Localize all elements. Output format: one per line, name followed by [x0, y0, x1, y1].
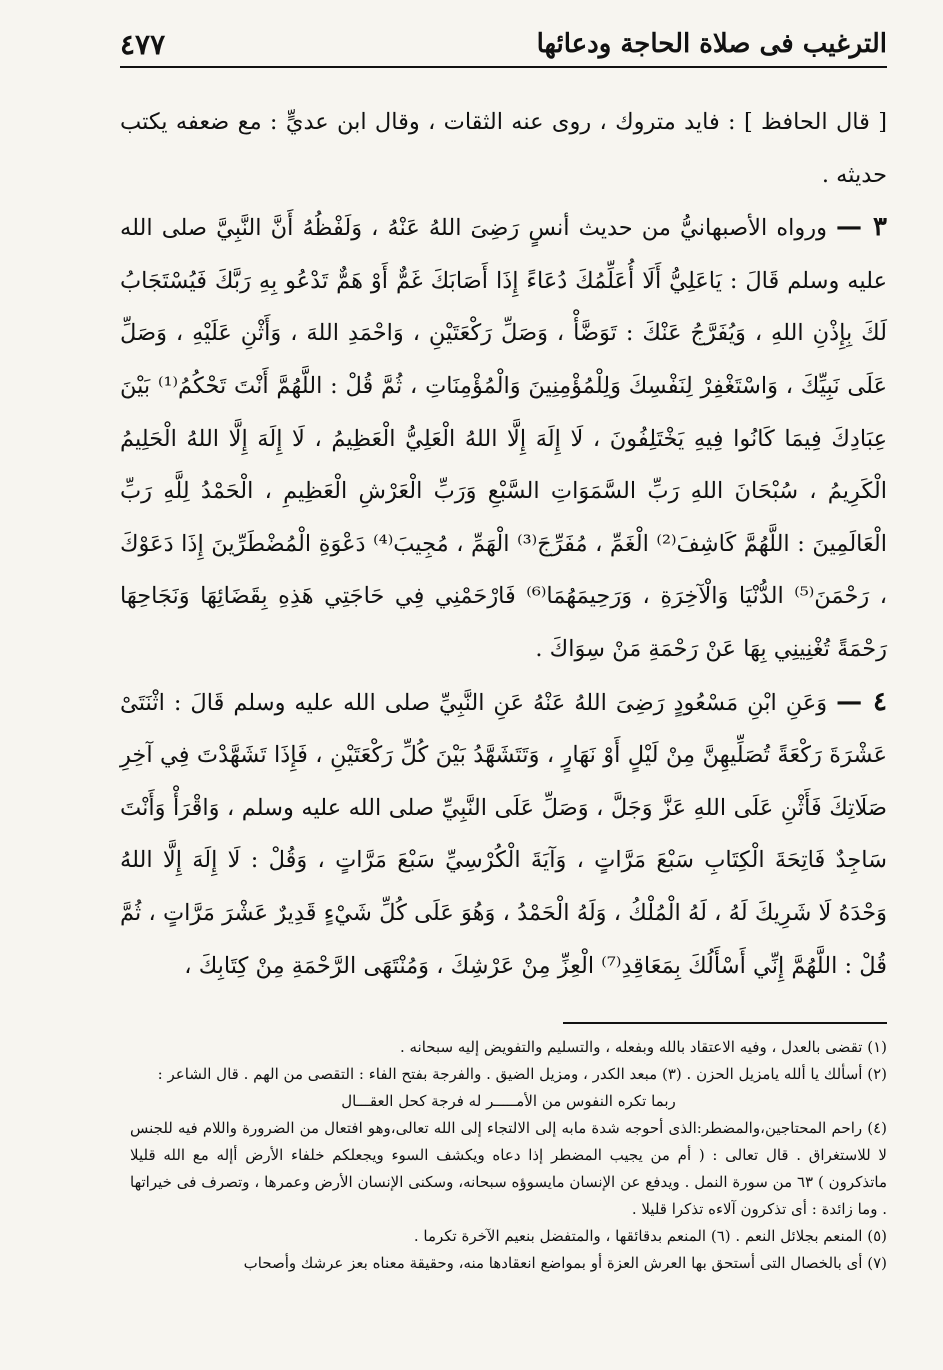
footnote-verse: ربما تكره النفوس من الأمـــــر له فرجة كحل العقـــال — [341, 1092, 676, 1110]
footnote-2-3: (٢) أسألك يا ألله يامزيل الحزن . (٣) مبعد الكدر ، ومزيل الضيق . والفرجة بفتح الفاء : التقصى من الهم . قال الشاعر : — [157, 1065, 887, 1083]
footnote-5-6: (٥) المنعم بجلائل النعم . (٦) المنعم بدقائقها ، والمتفضل بنعيم الآخرة تكرما . — [413, 1227, 887, 1245]
footnote-1: (١) تقضى بالعدل ، وفيه الاعتقاد بالله وبفعله ، والتسليم والتفويض إليه سبحانه . — [399, 1038, 887, 1056]
footnote-4: (٤) راحم المحتاجين،والمضطر:الذى أحوجه شدة مابه إلى الالتجاء إلى الله تعالى،وهو افتعال من الضرورة واللام فيه للجنس لا للاستغراق . قال تعالى : ( أم من يجيب المضطر إذا دعاه ويكشف السوء ويجعلكم خلفاء الأرض أإله مع الله قليلا ماتذكرون ) ٦٣ من سورة النمل . ويدفع عن الإنسان مايسوؤه سبحانه، وسكنى الإنسان الأرض وعمرها ، وتصرف فى خيراتها . وما زائدة : أى تذكرون آلاءه تذكرا قليلا . — [130, 1119, 887, 1218]
paragraph-hadith-4 — [120, 676, 887, 993]
header-rule — [120, 66, 887, 68]
hadith-number-4: ٤ — — [836, 686, 887, 717]
hadith-number-3: ٣ — — [836, 212, 887, 243]
main-text — [120, 96, 887, 992]
footnote-rule — [563, 1022, 887, 1024]
page-header — [120, 22, 887, 66]
footnote-7: (٧) أى بالخصال التى أستحق بها العرش العزة أو بمواضع انعقادها منه، وحقيقة معناه بعز عرشك وأصحاب — [243, 1254, 887, 1272]
running-title: الترغيب فى صلاة الحاجة ودعائها — [536, 29, 887, 59]
hadith-4-text: وَعَنِ ابْنِ مَسْعُودٍ رَضِىَ اللهُ عَنْهُ عَنِ النَّبِيِّ صلى الله عليه وسلم قَالَ : اثْنَتَىْ عَشْرَةَ رَكْعَةً تُصَلِّيهِنَّ مِنْ لَيْلٍ أَوْ نَهَارٍ ، وَتَتَشَهَّدُ بَيْنَ كُلِّ رَكْعَتَيْنِ ، فَإِذَا تَشَهَّدْتَ فِي آخِرِ صَلَاتِكَ فَأَثْنِ عَلَى اللهِ عَزَّ وَجَلَّ ، وَصَلِّ عَلَى النَّبِيِّ صلى الله عليه وسلم ، وَاقْرَأْ وَأَنْتَ سَاجِدٌ فَاتِحَةَ الْكِتَابِ سَبْعَ مَرَّاتٍ ، وَآيَةَ الْكُرْسِيِّ سَبْعَ مَرَّاتٍ ، وَقُلْ : لَا إِلَهَ إِلَّا اللهُ وَحْدَهُ لَا شَرِيكَ لَهُ ، لَهُ الْمُلْكُ ، وَلَهُ الْحَمْدُ ، وَهُوَ عَلَى كُلِّ شَيْءٍ قَدِيرٌ عَشْرَ مَرَّاتٍ ، ثُمَّ قُلْ : اللَّهُمَّ إِنِّي أَسْأَلُكَ بِمَعَاقِدِ⁽⁷⁾ الْعِزِّ مِنْ عَرْشِكَ ، وَمُنْتَهَى الرَّحْمَةِ مِنْ كِتَابِكَ ، — [120, 689, 887, 979]
page-number: ٤٧٧ — [120, 27, 166, 61]
hadith-3-text: ورواه الأصبهانيُّ من حديث أنسٍ رَضِىَ اللهُ عَنْهُ ، وَلَفْظُهُ أَنَّ النَّبِيَّ صلى الله عليه وسلم قَالَ : يَاعَلِيُّ أَلَا أُعَلِّمُكَ دُعَاءً إِذَا أَصَابَكَ غَمٌّ أَوْ هَمٌّ تَدْعُو بِهِ رَبَّكَ فَيُسْتَجَابُ لَكَ بِإِذْنِ اللهِ ، وَيُفَرَّجُ عَنْكَ : تَوَضَّأْ ، وَصَلِّ رَكْعَتَيْنِ ، وَاحْمَدِ اللهَ ، وَأَثْنِ عَلَيْهِ ، وَصَلِّ عَلَى نَبِيِّكَ ، وَاسْتَغْفِرْ لِنَفْسِكَ وَلِلْمُؤْمِنِينَ وَالْمُؤْمِنَاتِ ، ثُمَّ قُلْ : اللَّهُمَّ أَنْتَ تَحْكُمُ⁽¹⁾ بَيْنَ عِبَادِكَ فِيمَا كَانُوا فِيهِ يَخْتَلِفُونَ ، لَا إِلَهَ إِلَّا اللهُ الْعَلِيُّ الْعَظِيمُ ، لَا إِلَهَ إِلَّا اللهُ الْحَلِيمُ الْكَرِيمُ ، سُبْحَانَ اللهِ رَبِّ السَّمَوَاتِ السَّبْعِ وَرَبِّ الْعَرْشِ الْعَظِيمِ ، الْحَمْدُ لِلَّهِ رَبِّ الْعَالَمِينَ : اللَّهُمَّ كَاشِفَ⁽²⁾ الْغَمِّ ، مُفَرِّجَ⁽³⁾ الْهَمِّ ، مُجِيبَ⁽⁴⁾ دَعْوَةِ الْمُضْطَرِّينَ إِذَا دَعَوْكَ ، رَحْمَنَ⁽⁵⁾ الدُّنْيَا وَالْآخِرَةِ ، وَرَحِيمَهُمَا⁽⁶⁾ فَارْحَمْنِي فِي حَاجَتِي هَذِهِ بِقَضَائِهَا وَنَجَاحِهَا رَحْمَةً تُغْنِينِي بِهَا عَنْ رَحْمَةِ مَنْ سِوَاكَ . — [120, 215, 888, 662]
paragraph-hafiz-note: [ قال الحافظ ] : فايد متروك ، روى عنه الثقات ، وقال ابن عديٍّ : مع ضعفه يكتب حديثه . — [120, 109, 887, 188]
footnotes — [130, 1034, 887, 1277]
paragraph-hadith-3 — [120, 201, 887, 675]
